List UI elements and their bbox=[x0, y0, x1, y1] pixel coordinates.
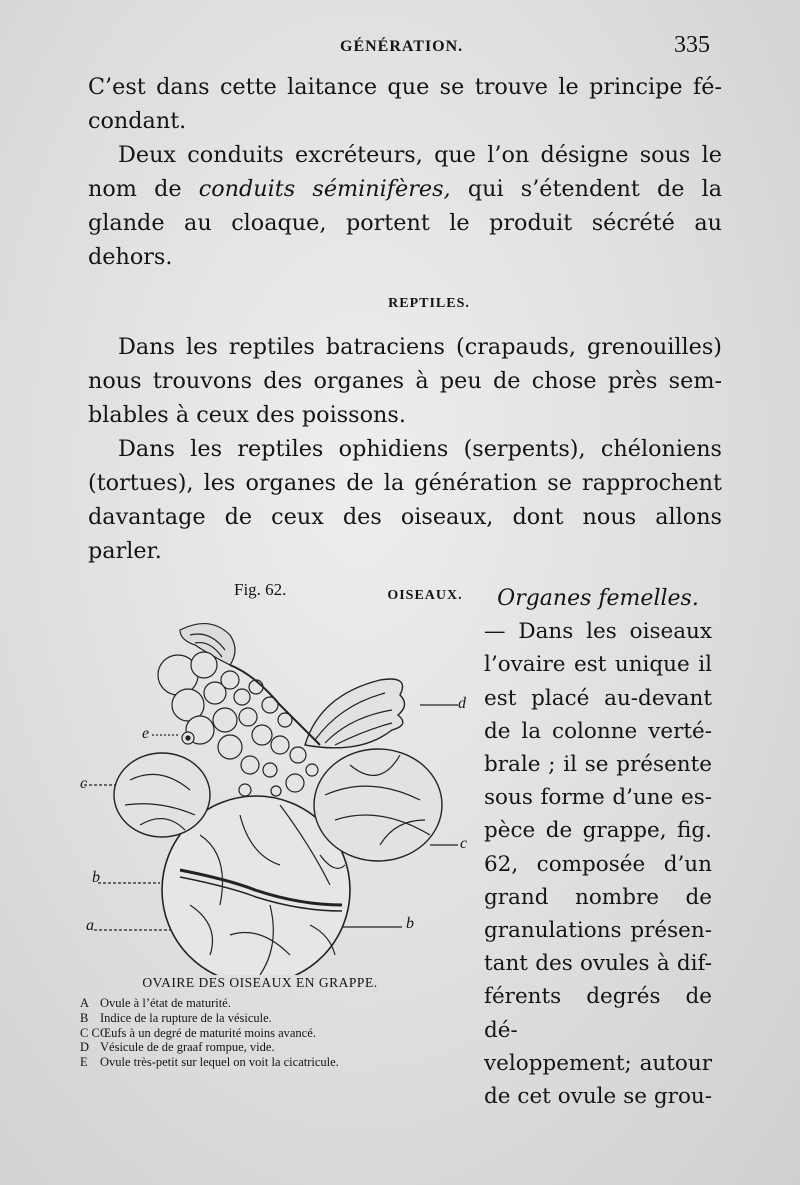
ovary-illustration bbox=[80, 605, 470, 975]
text-fragment: qui s’étendent de la bbox=[467, 176, 723, 202]
legend-text: Ovule à l’état de maturité. bbox=[100, 996, 231, 1010]
text-line: de cet ovule se grou- bbox=[484, 1084, 712, 1110]
legend-letter: C C bbox=[80, 1025, 100, 1040]
page-number: 335 bbox=[674, 32, 710, 58]
legend-letter: A bbox=[80, 996, 90, 1010]
text-line: (tortues), les organes de la génération se rapprochent bbox=[88, 470, 722, 496]
figure-letter-c-right: c bbox=[460, 835, 468, 852]
body-text bbox=[88, 70, 722, 606]
text-line: nous trouvons des organes à peu de chose près sem- bbox=[88, 368, 722, 394]
legend-row bbox=[80, 1040, 470, 1055]
text-line bbox=[88, 172, 722, 206]
legend-text: Indice de la rupture de la vésicule. bbox=[100, 1010, 272, 1025]
running-title: GÉNÉRATION. bbox=[340, 38, 464, 55]
legend-text: Vésicule de de graaf rompue, vide. bbox=[100, 1040, 275, 1055]
figure-caption: OVAIRE DES OISEAUX EN GRAPPE. bbox=[142, 975, 378, 990]
legend-letter: D bbox=[80, 1040, 90, 1055]
legend-row bbox=[80, 1011, 470, 1026]
side-column-text bbox=[484, 582, 712, 1113]
legend-letter: E bbox=[80, 1055, 88, 1070]
text-fragment: nom de bbox=[88, 176, 182, 202]
section-title-reptiles: REPTILES. bbox=[388, 296, 470, 311]
text-line: sous forme d’une es- bbox=[484, 785, 712, 811]
legend-row bbox=[80, 996, 470, 1011]
italic-term: conduits séminifères, bbox=[198, 176, 451, 202]
figure-letter-b-left: b bbox=[92, 869, 100, 886]
text-line: glande au cloaque, portent le produit sécrété au dehors. bbox=[88, 210, 722, 270]
side-heading: Organes femelles. bbox=[497, 586, 699, 611]
text-line: pèce de grappe, fig. bbox=[484, 818, 712, 844]
text-line: est placé au-devant bbox=[484, 685, 712, 711]
section-title-oiseaux: OISEAUX. bbox=[387, 588, 463, 603]
text-line: C’est dans cette laitance que se trouve le principe fé- bbox=[88, 74, 722, 100]
text-line: condant. bbox=[88, 108, 187, 134]
legend-letter: B bbox=[80, 1010, 89, 1025]
text-line: — Dans les oiseaux bbox=[484, 619, 712, 645]
figure-letter-b-right: b bbox=[406, 915, 414, 932]
text-line: brale ; il se présente bbox=[484, 752, 712, 778]
page-header bbox=[0, 32, 800, 62]
legend-text: Ovule très-petit sur lequel on voit la cicatricule. bbox=[100, 1055, 339, 1070]
text-line: 62, composée d’un bbox=[484, 851, 712, 877]
legend-row bbox=[80, 1026, 470, 1041]
text-line: davantage de ceux des oiseaux, dont nous allons bbox=[88, 504, 722, 530]
text-line: férents degrés de dé- bbox=[484, 984, 712, 1043]
figure-legend bbox=[80, 996, 470, 1070]
text-line: granulations présen- bbox=[484, 918, 712, 944]
text-line: blables à ceux des poissons. bbox=[88, 402, 406, 428]
figure-letter-c-left: c bbox=[80, 775, 88, 792]
text-line: Deux conduits excréteurs, que l’on désigne sous le bbox=[118, 142, 722, 168]
legend-text: Œufs à un degré de maturité moins avancé. bbox=[100, 1025, 316, 1040]
text-line: l’ovaire est unique il bbox=[484, 652, 712, 678]
figure-letter-d: d bbox=[458, 695, 466, 712]
legend-row bbox=[80, 1055, 470, 1070]
text-line: veloppement; autour bbox=[484, 1050, 712, 1076]
text-line: parler. bbox=[88, 538, 162, 564]
text-line: tant des ovules à dif- bbox=[484, 951, 712, 977]
text-line: Dans les reptiles ophidiens (serpents), chéloniens bbox=[118, 436, 722, 462]
figure-letter-a: a bbox=[86, 917, 94, 934]
text-line: grand nombre de bbox=[484, 884, 712, 910]
figure-label: Fig. 62. bbox=[234, 580, 287, 599]
text-line: Dans les reptiles batraciens (crapauds, grenouilles) bbox=[118, 334, 722, 360]
figure-letter-e: e bbox=[142, 725, 150, 742]
text-line: de la colonne verté- bbox=[484, 718, 712, 744]
